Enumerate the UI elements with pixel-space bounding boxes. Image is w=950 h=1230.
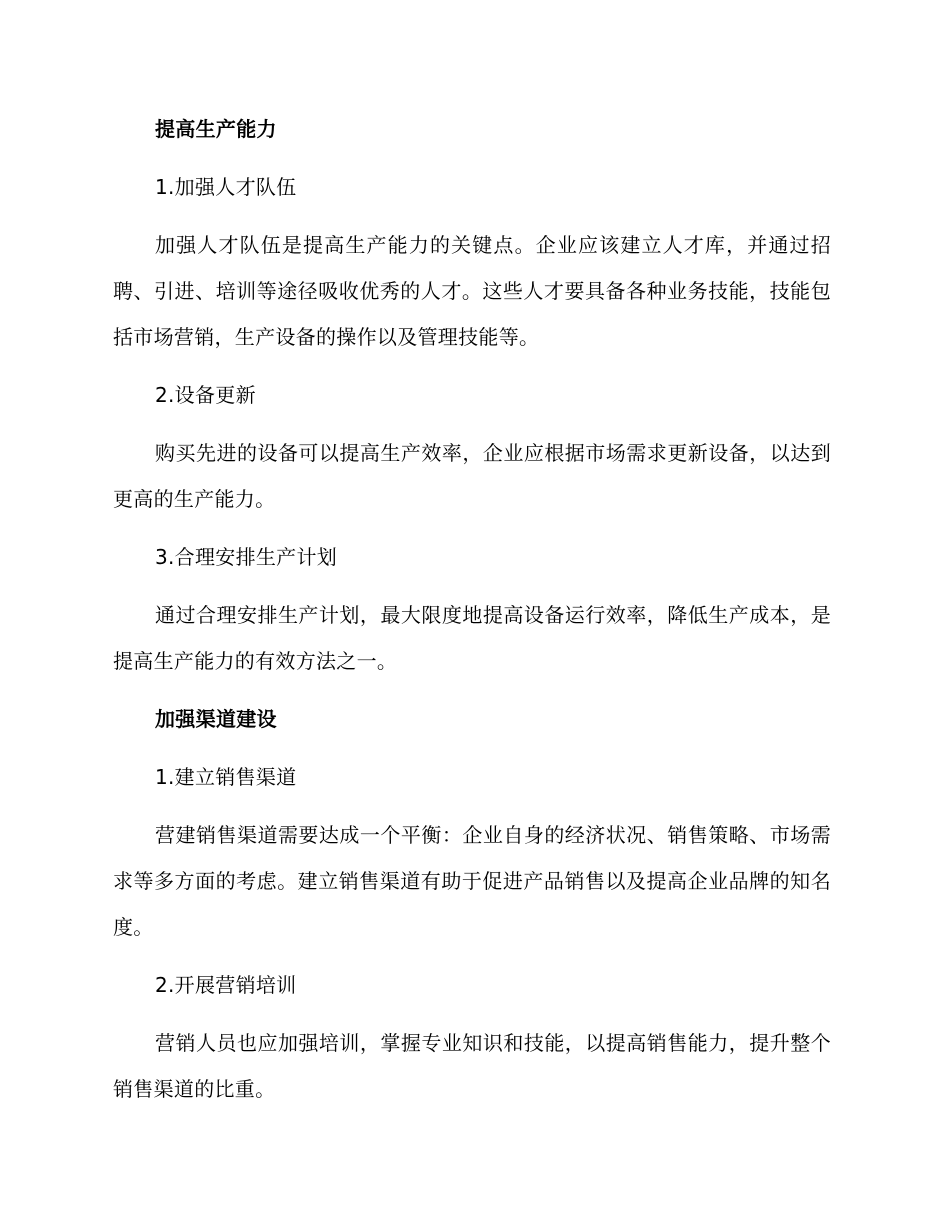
paragraph-sales-channel: 营建销售渠道需要达成一个平衡：企业自身的经济状况、销售策略、市场需求等多方面的考虑。建立销售渠道有助于促进产品销售以及提高企业品牌的知名度。 [113,823,831,939]
item-title-training: 2.开展营销培训 [155,973,297,997]
section-heading-production: 提高生产能力 [155,117,277,141]
paragraph-talent: 加强人才队伍是提高生产能力的关键点。企业应该建立人才库，并通过招聘、引进、培训等途径吸收优秀的人才。这些人才要具备各种业务技能，技能包括市场营销，生产设备的操作以及管理技能等。 [113,233,831,349]
document-page [113,106,831,1124]
item-title-sales-channel: 1.建立销售渠道 [155,765,297,789]
item-title-equipment: 2.设备更新 [155,383,256,407]
section-heading-channel: 加强渠道建设 [155,707,277,731]
item-title-plan: 3.合理安排生产计划 [155,545,338,569]
paragraph-equipment: 购买先进的设备可以提高生产效率，企业应根据市场需求更新设备，以达到更高的生产能力。 [113,441,831,511]
item-title-talent: 1.加强人才队伍 [155,175,297,199]
paragraph-plan: 通过合理安排生产计划，最大限度地提高设备运行效率，降低生产成本，是提高生产能力的有效方法之一。 [113,603,831,673]
paragraph-training: 营销人员也应加强培训，掌握专业知识和技能，以提高销售能力，提升整个销售渠道的比重。 [113,1031,831,1101]
